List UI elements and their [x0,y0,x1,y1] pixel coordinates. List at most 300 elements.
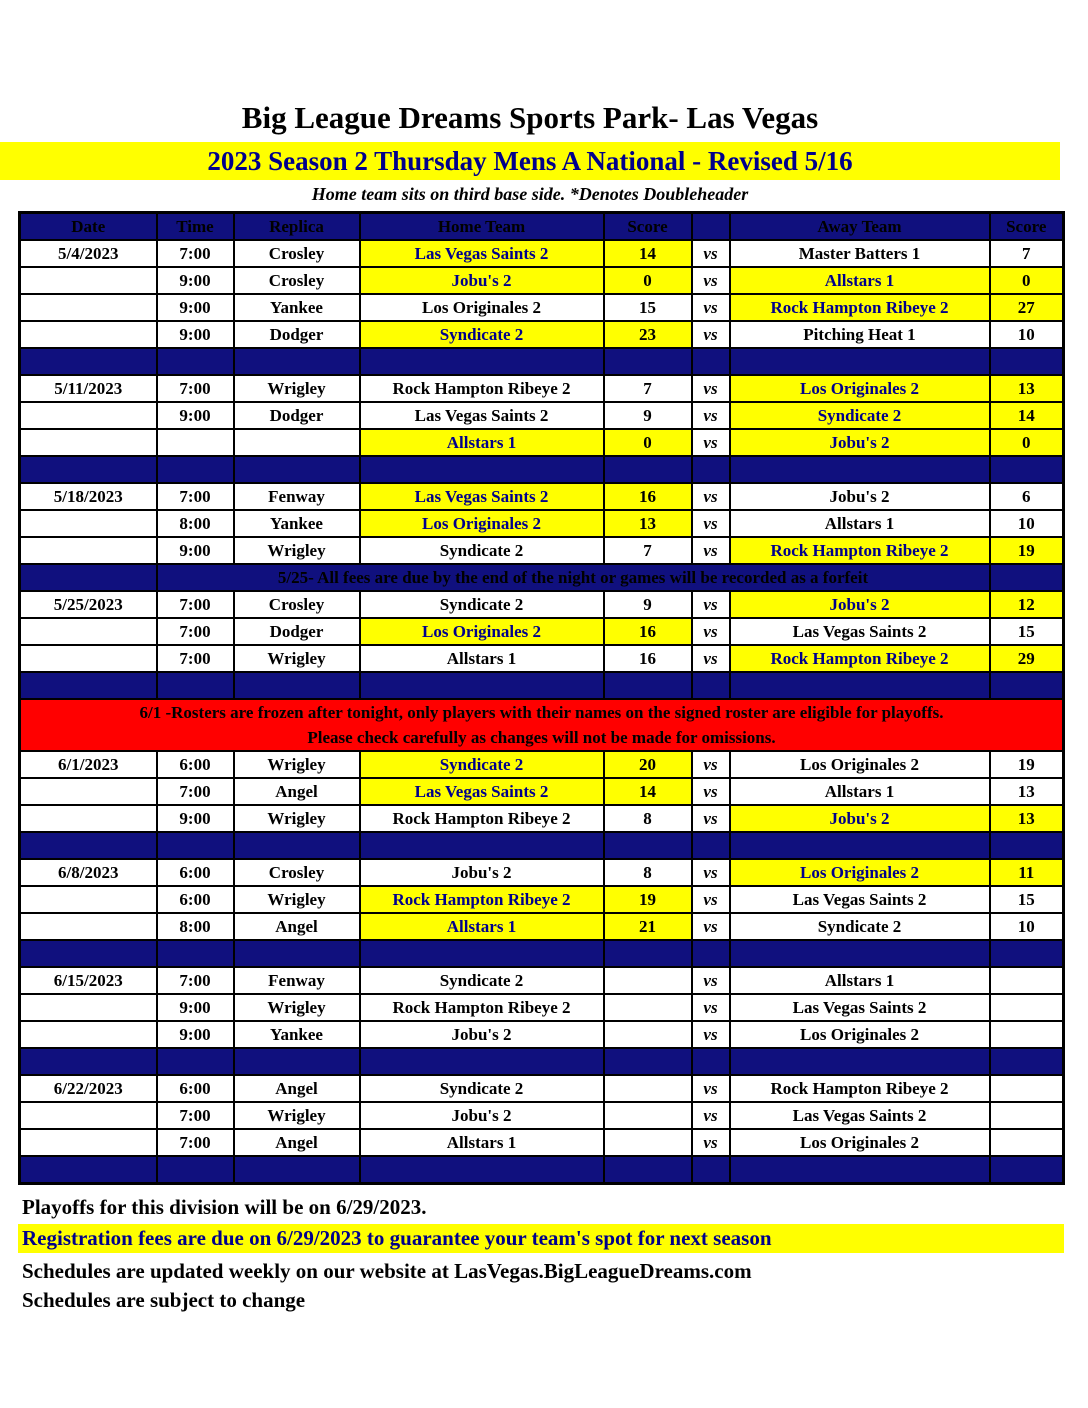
replica-cell: Dodger [234,402,360,429]
game-row [20,429,1064,456]
spacer-row [20,456,1064,483]
time-cell: 7:00 [157,618,234,645]
schedule-table [18,211,1065,1185]
away-score-cell: 0 [990,429,1064,456]
game-row [20,537,1064,564]
time-cell: 7:00 [157,645,234,672]
replica-cell: Angel [234,778,360,805]
vs-label: vs [692,483,730,510]
date-cell [20,805,157,832]
spacer-cell [990,348,1064,375]
game-row [20,402,1064,429]
spacer-cell [20,672,157,699]
game-row [20,778,1064,805]
home-score-cell: 9 [604,591,692,618]
vs-label: vs [692,429,730,456]
time-cell: 7:00 [157,591,234,618]
replica-cell: Angel [234,1129,360,1156]
spacer-cell [360,1048,604,1075]
header-cell: Score [604,213,692,241]
away-team-cell: Las Vegas Saints 2 [730,886,990,913]
vs-label: vs [692,1102,730,1129]
season-banner: 2023 Season 2 Thursday Mens A National - Revised 5/16 [0,142,1060,180]
game-row [20,805,1064,832]
vs-label: vs [692,510,730,537]
header-cell: Date [20,213,157,241]
spacer-cell [360,1156,604,1184]
home-team-cell: Allstars 1 [360,1129,604,1156]
date-cell: 5/18/2023 [20,483,157,510]
fees-note-row [20,564,1064,591]
replica-cell: Crosley [234,859,360,886]
spacer-cell [234,1156,360,1184]
away-score-cell [990,994,1064,1021]
game-row [20,618,1064,645]
spacer-cell [20,348,157,375]
away-team-cell: Las Vegas Saints 2 [730,994,990,1021]
vs-label: vs [692,591,730,618]
time-cell: 9:00 [157,994,234,1021]
spacer-cell [157,940,234,967]
spacer-cell [157,672,234,699]
spacer-cell [20,456,157,483]
home-score-cell: 23 [604,321,692,348]
home-team-cell: Jobu's 2 [360,1021,604,1048]
playoffs-note: Playoffs for this division will be on 6/29/2023. [22,1195,427,1219]
date-cell [20,913,157,940]
home-score-cell [604,1129,692,1156]
away-team-cell: Los Originales 2 [730,1129,990,1156]
home-team-cell: Syndicate 2 [360,967,604,994]
away-team-cell: Jobu's 2 [730,805,990,832]
spacer-cell [990,456,1064,483]
away-score-cell [990,1075,1064,1102]
note-score-cell [990,564,1064,591]
away-score-cell: 15 [990,886,1064,913]
home-team-cell: Syndicate 2 [360,591,604,618]
game-row [20,375,1064,402]
replica-cell: Wrigley [234,751,360,778]
replica-cell: Wrigley [234,1102,360,1129]
away-team-cell: Allstars 1 [730,967,990,994]
away-score-cell: 13 [990,778,1064,805]
vs-label: vs [692,240,730,267]
vs-label: vs [692,886,730,913]
replica-cell: Wrigley [234,886,360,913]
spacer-cell [604,1048,692,1075]
vs-label: vs [692,267,730,294]
away-team-cell: Los Originales 2 [730,859,990,886]
replica-cell: Wrigley [234,805,360,832]
game-row [20,1075,1064,1102]
home-score-cell: 16 [604,483,692,510]
spacer-cell [730,672,990,699]
spacer-cell [990,1156,1064,1184]
away-score-cell: 10 [990,510,1064,537]
spacer-cell [157,1156,234,1184]
spacer-cell [730,1048,990,1075]
spacer-cell [360,672,604,699]
home-score-cell: 14 [604,778,692,805]
vs-label: vs [692,859,730,886]
time-cell: 6:00 [157,886,234,913]
spacer-row [20,832,1064,859]
spacer-cell [234,348,360,375]
spacer-cell [360,348,604,375]
replica-cell: Fenway [234,483,360,510]
spacer-cell [234,940,360,967]
replica-cell: Yankee [234,1021,360,1048]
header-cell: Replica [234,213,360,241]
replica-cell [234,429,360,456]
away-score-cell [990,1021,1064,1048]
date-cell [20,510,157,537]
away-score-cell: 15 [990,618,1064,645]
roster-banner-line2: Please check carefully as changes will not be made for omissions. [307,728,776,747]
away-score-cell: 6 [990,483,1064,510]
away-team-cell: Jobu's 2 [730,429,990,456]
away-score-cell [990,1102,1064,1129]
time-cell: 9:00 [157,294,234,321]
spacer-cell [692,672,730,699]
home-team-cell: Los Originales 2 [360,294,604,321]
away-team-cell: Los Originales 2 [730,751,990,778]
game-row [20,645,1064,672]
away-team-cell: Allstars 1 [730,778,990,805]
vs-label: vs [692,402,730,429]
vs-label: vs [692,751,730,778]
game-row [20,1129,1064,1156]
away-score-cell: 7 [990,240,1064,267]
away-score-cell: 14 [990,402,1064,429]
home-score-cell: 16 [604,618,692,645]
away-score-cell: 12 [990,591,1064,618]
spacer-cell [730,1156,990,1184]
date-cell [20,402,157,429]
home-team-cell: Rock Hampton Ribeye 2 [360,994,604,1021]
home-team-cell: Rock Hampton Ribeye 2 [360,805,604,832]
date-cell [20,778,157,805]
spacer-cell [604,940,692,967]
home-score-cell: 16 [604,645,692,672]
away-score-cell: 19 [990,537,1064,564]
date-cell [20,1021,157,1048]
roster-banner-text [20,699,1064,751]
home-team-cell: Las Vegas Saints 2 [360,240,604,267]
away-team-cell: Jobu's 2 [730,591,990,618]
spacer-cell [604,456,692,483]
spacer-cell [157,348,234,375]
away-score-cell: 13 [990,805,1064,832]
time-cell: 9:00 [157,402,234,429]
spacer-cell [604,832,692,859]
spacer-cell [692,348,730,375]
home-score-cell: 14 [604,240,692,267]
registration-note: Registration fees are due on 6/29/2023 to guarantee your team's spot for next season [18,1224,1064,1253]
time-cell: 9:00 [157,1021,234,1048]
header-cell: Away Team [730,213,990,241]
fees-note-text: 5/25- All fees are due by the end of the night or games will be recorded as a forfeit [157,564,990,591]
replica-cell: Fenway [234,967,360,994]
game-row [20,913,1064,940]
time-cell: 6:00 [157,751,234,778]
home-team-cell: Syndicate 2 [360,1075,604,1102]
replica-cell: Dodger [234,321,360,348]
away-team-cell: Las Vegas Saints 2 [730,1102,990,1129]
spacer-cell [604,1156,692,1184]
home-team-cell: Allstars 1 [360,913,604,940]
vs-label: vs [692,994,730,1021]
home-team-note: Home team sits on third base side. *Denotes Doubleheader [311,184,749,204]
away-team-cell: Rock Hampton Ribeye 2 [730,537,990,564]
time-cell: 7:00 [157,483,234,510]
home-team-cell: Jobu's 2 [360,1102,604,1129]
away-score-cell: 10 [990,321,1064,348]
date-cell: 6/8/2023 [20,859,157,886]
game-row [20,886,1064,913]
date-cell: 6/22/2023 [20,1075,157,1102]
spacer-cell [730,348,990,375]
spacer-row [20,672,1064,699]
spacer-cell [20,1048,157,1075]
away-team-cell: Syndicate 2 [730,913,990,940]
replica-cell: Angel [234,1075,360,1102]
home-team-cell: Rock Hampton Ribeye 2 [360,375,604,402]
away-team-cell: Los Originales 2 [730,375,990,402]
spacer-cell [604,348,692,375]
home-score-cell: 19 [604,886,692,913]
date-cell [20,294,157,321]
date-cell [20,645,157,672]
game-row [20,994,1064,1021]
home-score-cell: 0 [604,267,692,294]
spacer-cell [692,940,730,967]
note-date-cell [20,564,157,591]
game-row [20,510,1064,537]
vs-label: vs [692,805,730,832]
spacer-row [20,348,1064,375]
time-cell: 7:00 [157,1102,234,1129]
date-cell [20,429,157,456]
time-cell: 7:00 [157,375,234,402]
date-cell [20,994,157,1021]
time-cell: 7:00 [157,967,234,994]
date-cell [20,618,157,645]
spacer-cell [234,456,360,483]
home-team-cell: Jobu's 2 [360,267,604,294]
spacer-cell [234,1048,360,1075]
home-score-cell: 9 [604,402,692,429]
spacer-row [20,1048,1064,1075]
home-team-cell: Los Originales 2 [360,618,604,645]
spacer-cell [730,456,990,483]
home-team-cell: Las Vegas Saints 2 [360,778,604,805]
vs-label: vs [692,375,730,402]
replica-cell: Angel [234,913,360,940]
away-team-cell: Allstars 1 [730,510,990,537]
game-row [20,591,1064,618]
home-score-cell: 21 [604,913,692,940]
home-score-cell: 13 [604,510,692,537]
vs-label: vs [692,778,730,805]
replica-cell: Crosley [234,591,360,618]
replica-cell: Wrigley [234,645,360,672]
replica-cell: Yankee [234,510,360,537]
spacer-cell [20,832,157,859]
home-team-cell: Allstars 1 [360,429,604,456]
vs-label: vs [692,294,730,321]
date-cell [20,537,157,564]
spacer-cell [157,1048,234,1075]
away-score-cell: 13 [990,375,1064,402]
game-row [20,967,1064,994]
header-row [20,213,1064,241]
spacer-cell [990,832,1064,859]
home-team-cell: Allstars 1 [360,645,604,672]
date-cell [20,1102,157,1129]
time-cell: 8:00 [157,913,234,940]
vs-label: vs [692,1021,730,1048]
spacer-cell [604,672,692,699]
away-score-cell: 0 [990,267,1064,294]
date-cell: 5/25/2023 [20,591,157,618]
spacer-row [20,1156,1064,1184]
away-team-cell: Rock Hampton Ribeye 2 [730,645,990,672]
website-note: Schedules are updated weekly on our website at LasVegas.BigLeagueDreams.com [22,1259,752,1283]
replica-cell: Yankee [234,294,360,321]
away-score-cell: 29 [990,645,1064,672]
vs-label: vs [692,1129,730,1156]
date-cell [20,1129,157,1156]
home-team-cell: Syndicate 2 [360,321,604,348]
away-team-cell: Master Batters 1 [730,240,990,267]
home-team-cell: Las Vegas Saints 2 [360,402,604,429]
date-cell: 6/1/2023 [20,751,157,778]
time-cell: 7:00 [157,240,234,267]
home-score-cell: 0 [604,429,692,456]
home-score-cell: 8 [604,859,692,886]
away-team-cell: Las Vegas Saints 2 [730,618,990,645]
roster-banner-line1: 6/1 -Rosters are frozen after tonight, only players with their names on the signed roster are eligible for playoffs. [139,703,944,722]
replica-cell: Dodger [234,618,360,645]
vs-label: vs [692,1075,730,1102]
game-row [20,751,1064,778]
time-cell: 8:00 [157,510,234,537]
spacer-cell [990,672,1064,699]
spacer-cell [234,832,360,859]
page-title: Big League Dreams Sports Park- Las Vegas [241,100,819,135]
spacer-cell [692,832,730,859]
time-cell: 9:00 [157,321,234,348]
spacer-cell [990,1048,1064,1075]
time-cell: 9:00 [157,537,234,564]
vs-label: vs [692,618,730,645]
replica-cell: Crosley [234,240,360,267]
spacer-cell [157,456,234,483]
home-team-cell: Las Vegas Saints 2 [360,483,604,510]
home-score-cell [604,967,692,994]
home-score-cell [604,1075,692,1102]
home-score-cell: 7 [604,375,692,402]
home-team-cell: Jobu's 2 [360,859,604,886]
spacer-cell [730,832,990,859]
header-cell: Time [157,213,234,241]
date-cell [20,886,157,913]
away-team-cell: Syndicate 2 [730,402,990,429]
home-score-cell: 15 [604,294,692,321]
time-cell: 6:00 [157,1075,234,1102]
spacer-cell [157,832,234,859]
date-cell [20,267,157,294]
away-score-cell: 19 [990,751,1064,778]
header-cell [692,213,730,241]
home-score-cell: 7 [604,537,692,564]
spacer-cell [990,940,1064,967]
game-row [20,483,1064,510]
vs-label: vs [692,645,730,672]
home-score-cell [604,1021,692,1048]
subject-to-change-note: Schedules are subject to change [22,1288,306,1312]
vs-label: vs [692,967,730,994]
time-cell: 9:00 [157,805,234,832]
away-team-cell: Rock Hampton Ribeye 2 [730,1075,990,1102]
away-score-cell [990,1129,1064,1156]
header-cell: Home Team [360,213,604,241]
game-row [20,1102,1064,1129]
spacer-cell [692,1156,730,1184]
vs-label: vs [692,321,730,348]
time-cell [157,429,234,456]
home-team-cell: Syndicate 2 [360,537,604,564]
vs-label: vs [692,537,730,564]
spacer-row [20,940,1064,967]
time-cell: 7:00 [157,1129,234,1156]
home-score-cell [604,1102,692,1129]
home-score-cell: 20 [604,751,692,778]
away-team-cell: Los Originales 2 [730,1021,990,1048]
vs-label: vs [692,913,730,940]
away-team-cell: Jobu's 2 [730,483,990,510]
time-cell: 7:00 [157,778,234,805]
spacer-cell [360,940,604,967]
time-cell: 6:00 [157,859,234,886]
game-row [20,321,1064,348]
away-team-cell: Pitching Heat 1 [730,321,990,348]
spacer-cell [20,940,157,967]
home-team-cell: Rock Hampton Ribeye 2 [360,886,604,913]
spacer-cell [730,940,990,967]
replica-cell: Wrigley [234,994,360,1021]
home-score-cell: 8 [604,805,692,832]
date-cell: 6/15/2023 [20,967,157,994]
home-team-cell: Syndicate 2 [360,751,604,778]
away-score-cell: 10 [990,913,1064,940]
away-score-cell: 27 [990,294,1064,321]
spacer-cell [360,832,604,859]
spacer-cell [692,456,730,483]
game-row [20,240,1064,267]
spacer-cell [692,1048,730,1075]
header-cell: Score [990,213,1064,241]
game-row [20,294,1064,321]
replica-cell: Wrigley [234,537,360,564]
home-team-cell: Los Originales 2 [360,510,604,537]
spacer-cell [20,1156,157,1184]
date-cell: 5/4/2023 [20,240,157,267]
away-score-cell [990,967,1064,994]
away-team-cell: Rock Hampton Ribeye 2 [730,294,990,321]
date-cell [20,321,157,348]
